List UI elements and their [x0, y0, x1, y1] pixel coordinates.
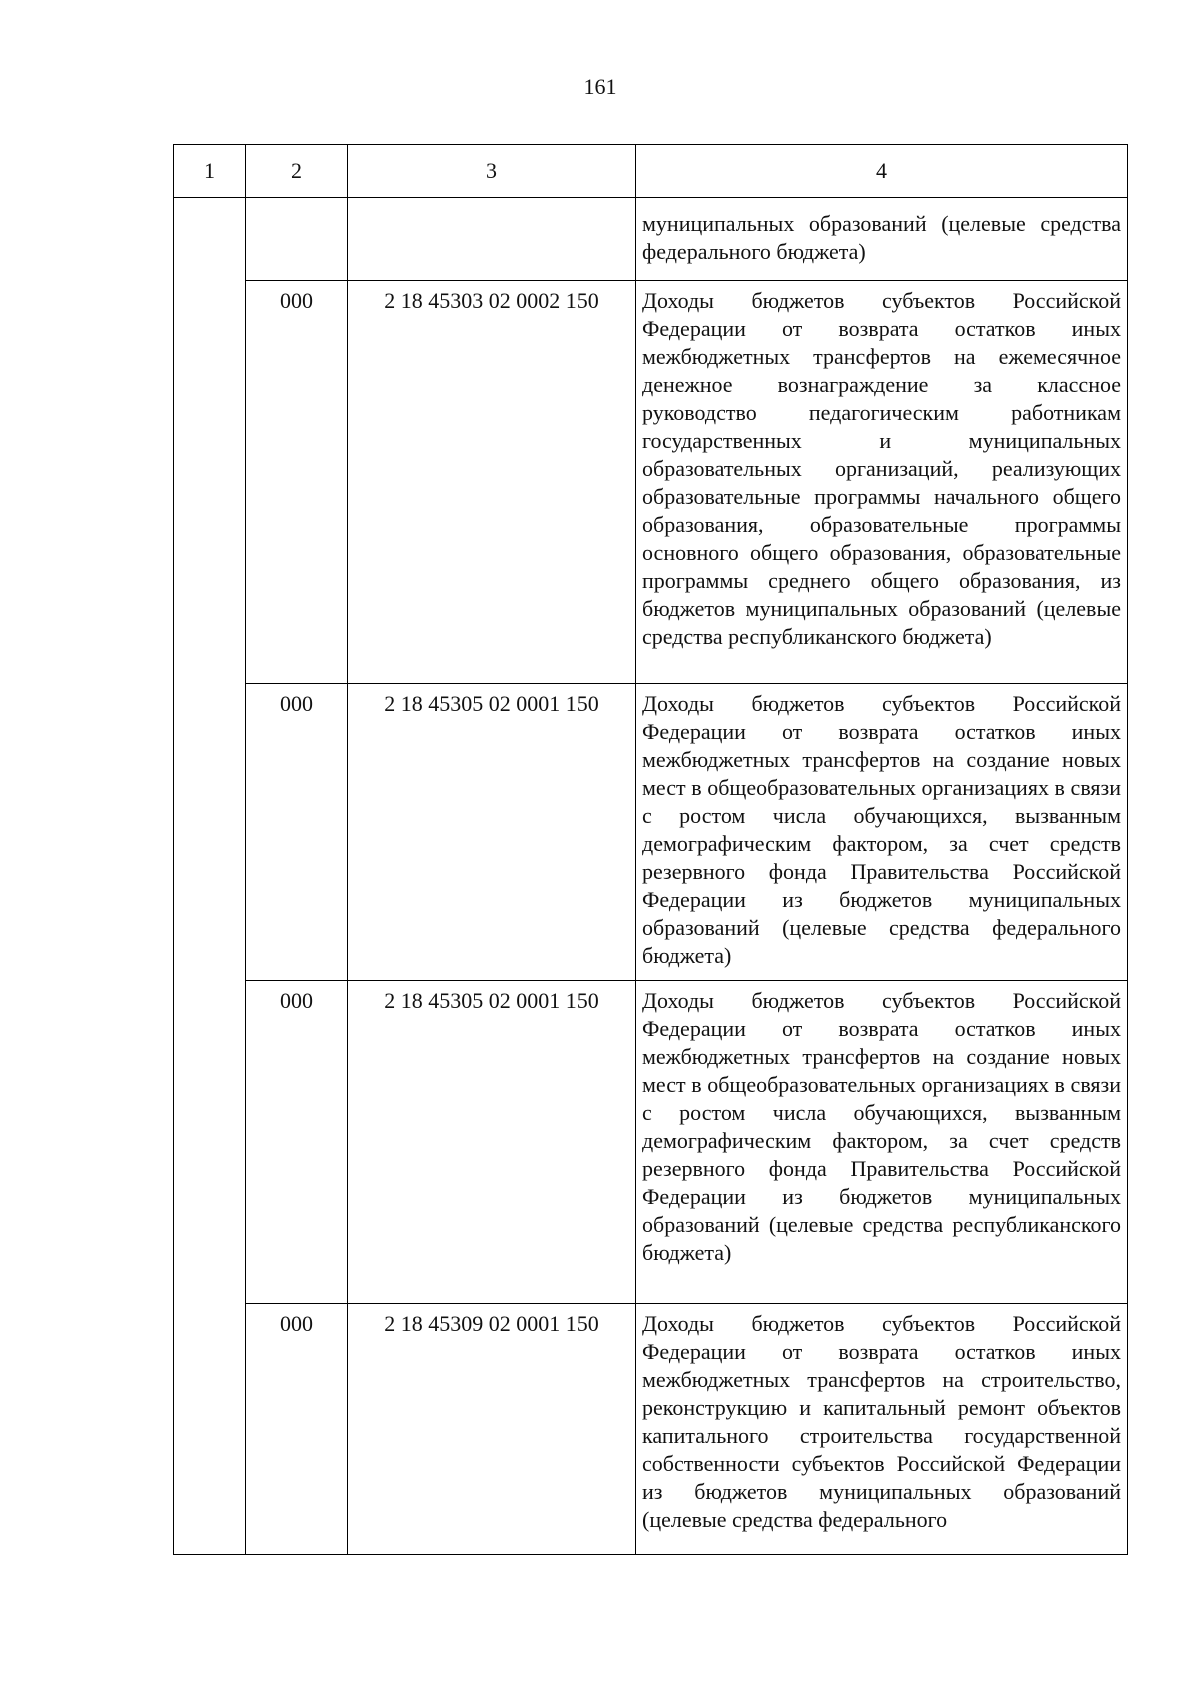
budget-code-cell: 2 18 45309 02 0001 150	[348, 1304, 636, 1555]
admin-code-cell: 000	[246, 684, 348, 981]
description-cell: Доходы бюджетов субъектов Российской Федерации от возврата остатков иных межбюджетных трансфертов на ежемесячное денежное вознаграждение за классное руководство педагогическим работникам государственных и муниципальных образовательных организаций, реализующих образовательные программы начального общего образования, образовательные программы основного общего образования, образовательные программы среднего общего образования, из бюджетов муниципальных образований (целевые средства республиканского бюджета)	[636, 281, 1128, 684]
header-col-2: 2	[246, 145, 348, 198]
header-col-3: 3	[348, 145, 636, 198]
table-row	[174, 1304, 1128, 1555]
budget-code-cell	[348, 198, 636, 281]
description-cell: муниципальных образований (целевые средства федерального бюджета)	[636, 198, 1128, 281]
description-cell: Доходы бюджетов субъектов Российской Федерации от возврата остатков иных межбюджетных трансфертов на создание новых мест в общеобразовательных организациях в связи с ростом числа обучающихся, вызванным демографическим фактором, за счет средств резервного фонда Правительства Российской Федерации из бюджетов муниципальных образований (целевые средства федерального бюджета)	[636, 684, 1128, 981]
table-header-row	[174, 145, 1128, 198]
admin-code-cell	[246, 198, 348, 281]
budget-code-cell: 2 18 45305 02 0001 150	[348, 684, 636, 981]
page-number: 161	[583, 74, 617, 99]
admin-code-cell: 000	[246, 281, 348, 684]
budget-code-cell: 2 18 45303 02 0002 150	[348, 281, 636, 684]
header-col-1: 1	[174, 145, 246, 198]
budget-code-cell: 2 18 45305 02 0001 150	[348, 981, 636, 1304]
table-row	[174, 281, 1128, 684]
table-row	[174, 981, 1128, 1304]
description-cell: Доходы бюджетов субъектов Российской Федерации от возврата остатков иных межбюджетных трансфертов на строительство, реконструкцию и капитальный ремонт объектов капитального строительства государственной собственности субъектов Российской Федерации из бюджетов муниципальных образований (целевые средства федерального	[636, 1304, 1128, 1555]
group-cell	[174, 198, 246, 1555]
header-col-4: 4	[636, 145, 1128, 198]
budget-revenue-table	[173, 144, 1128, 1555]
table-row	[174, 684, 1128, 981]
description-cell: Доходы бюджетов субъектов Российской Федерации от возврата остатков иных межбюджетных трансфертов на создание новых мест в общеобразовательных организациях в связи с ростом числа обучающихся, вызванным демографическим фактором, за счет средств резервного фонда Правительства Российской Федерации из бюджетов муниципальных образований (целевые средства республиканского бюджета)	[636, 981, 1128, 1304]
table-row	[174, 198, 1128, 281]
admin-code-cell: 000	[246, 1304, 348, 1555]
admin-code-cell: 000	[246, 981, 348, 1304]
